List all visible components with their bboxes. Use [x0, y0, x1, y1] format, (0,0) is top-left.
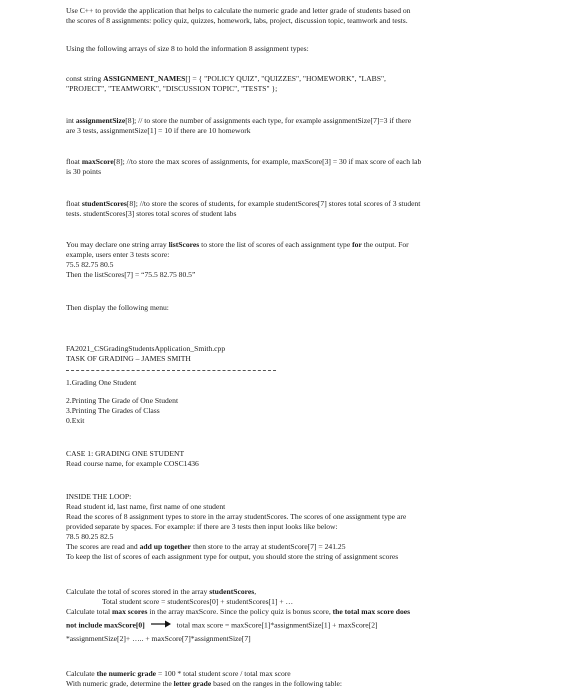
arrow-right-icon: [151, 620, 171, 631]
menu-intro: Then display the following menu:: [66, 303, 169, 312]
case-1-heading: CASE 1: GRADING ONE STUDENT Read course name, for example COSC1436: [66, 449, 199, 468]
list-scores-paragraph: You may declare one string array listScores to store the list of scores of each assignment type for the output. For example, users enter 3 tests score: 75.5 82.75 80.5 Then the listScores[7] = “75.5 82.75 80.5”: [66, 240, 409, 279]
max-score-declaration: float maxScore[8]; //to store the max scores of assignments, for example, maxScore[3] = 30 if max score of each lab is 30 points: [66, 157, 422, 176]
menu-items: 2.Printing The Grade of One Student 3.Printing The Grades of Class 0.Exit: [66, 396, 179, 425]
inside-loop-paragraph: INSIDE THE LOOP: Read student id, last name, first name of one student Read the scores of 8 assignment types to store in the array studentScores. The scores of one assignment type are provided separate by spaces. For example: if there are 3 tests then input looks like below: 78.5 80.25 82.5 The scores are read and add up together then store to the array at studentScore[7] = 241.25 To keep the list of scores of each assignment type for output, you should store the string of assignment scores: [66, 492, 407, 561]
intro-paragraph: Use C++ to provide the application that helps to calculate the numeric grade and letter grade of students based on the scores of 8 assignments: policy quiz, quizzes, homework, labs, project, discussion topic, teamwork and tests.: [66, 6, 411, 25]
menu-item-1: 1.Grading One Student: [66, 378, 137, 387]
assignment-names-declaration: const string ASSIGNMENT_NAMES[] = { "POLICY QUIZ", "QUIZZES", "HOMEWORK", "LABS", "PROJECT", "TEAMWORK", "DISCUSSION TOPIC", "TESTS" };: [66, 74, 386, 93]
student-scores-declaration: float studentScores[8]; //to store the scores of students, for example studentScores[7] stores total scores of 3 student tests. studentScores[3] stores total scores of student labs: [66, 199, 421, 218]
calculate-totals-paragraph: Calculate the total of scores stored in the array studentScores, Total student score = studentScores[0] + studentScores[1] + … Calculate total max scores in the array maxScore. Since the policy quiz is bonus score, the total max score does not include maxScore[0] total max score = maxScore[1]*assignmentSize[1] + maxScore[2] *assignmentSize[2]+ ….. + maxScore[7]*assignmentSize[7]: [66, 587, 411, 643]
arrays-intro: Using the following arrays of size 8 to hold the information 8 assignment types:: [66, 44, 309, 53]
menu-header: FA2021_CSGradingStudentsApplication_Smith.cpp TASK OF GRADING – JAMES SMITH: [66, 344, 226, 363]
assignment-size-declaration: int assignmentSize[8]; // to store the number of assignments each type, for example assignmentSize[7]=3 if there are 3 tests, assignmentSize[1] = 10 if there are 10 homework: [66, 116, 412, 135]
numeric-grade-paragraph: Calculate the numeric grade = 100 * total student score / total max score With numeric grade, determine the letter grade based on the ranges in the following table:: [66, 669, 343, 688]
menu-divider: [66, 370, 276, 371]
